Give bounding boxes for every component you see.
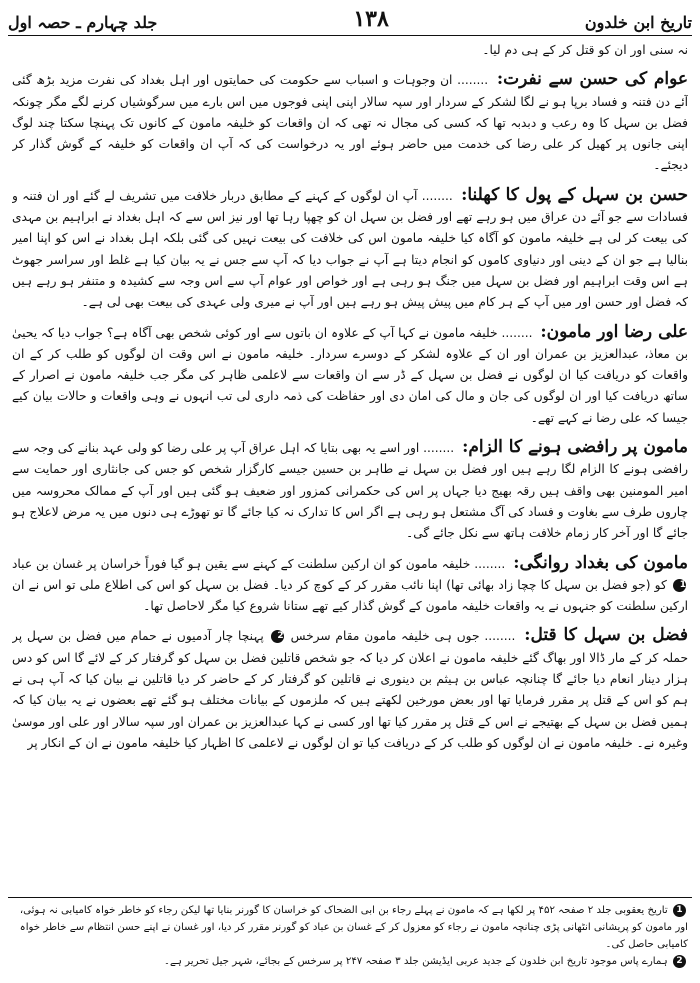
section-heading: مامون پر رافضی ہونے کا الزام:	[462, 437, 688, 458]
header-rule	[8, 35, 692, 36]
footnote-text: تاریخ یعقوبی جلد ۲ صفحہ ۴۵۲ پر لکھا ہے کہ مامون نے پہلے رجاء بن ابی الضحاک کو خراسان کا گورنر بنایا تھا لیکن رجاء کو خاطر خواہ کامیابی نہ ہوئی، اور مامون کو پریشانی انٹھانی پڑی چنانچہ مامون نے رجاء کو معزول کر کے غسان بن عباد کو گورنر مقرر کر دیا، اور غسان نے اپنے حسن انتظام سے خاطر خواہ کامیابی حاصل کی۔	[19, 905, 688, 950]
page-number: ۱۳۸	[353, 6, 389, 32]
section-heading: حسن بن سہل کے پول کا کھلنا:	[461, 184, 688, 205]
section-heading: عوام کی حسن سے نفرت:	[496, 69, 688, 90]
section-text: ........ خلیفہ مامون کو ان ارکین سلطنت کے کہنے سے یقین ہو گیا فوراً خراسان پر غسان بن عباد	[12, 556, 506, 571]
footnote-number: 2	[673, 955, 686, 968]
volume-label: جلد چہارم ـ حصہ اول	[8, 13, 158, 32]
footnote-rule	[8, 897, 692, 898]
section-rafidi-accusation	[12, 437, 688, 544]
section-text: ........ جوں ہی خلیفہ مامون مقام سرخس	[290, 629, 516, 644]
footnote-2	[12, 953, 688, 970]
section-public-hatred	[12, 69, 688, 176]
section-departure-baghdad	[12, 553, 688, 618]
footnote-marker[interactable]: 2	[271, 630, 284, 643]
footnote-number: 1	[673, 904, 686, 917]
footnote-marker[interactable]: 1	[673, 579, 686, 592]
section-fazl-murder	[12, 625, 688, 754]
opening-line: نہ سنی اور ان کو قتل کر کے ہی دم لیا۔	[482, 43, 688, 57]
footnote-text: ہمارے پاس موجود تاریخ ابن خلدون کے جدید عربی ایڈیشن جلد ۳ صفحہ ۲۴۷ پر سرخس کے بجائے، شہر جیل تحریر ہے۔	[164, 956, 668, 967]
running-header	[8, 6, 692, 32]
section-ali-raza-mamun	[12, 322, 688, 429]
section-text: ........ آپ ان لوگوں کے کہنے کے مطابق دربار خلافت میں تشریف لے گئے اور ان فتنہ و فسادات سے جو آئے دن عراق میں ہو رہے تھے اور فضل بن سہل ان کو چھپا رہا تھا اور نیز اس سے کہ اہل بغداد نے ابراہیم بن مہدی کی بیعت کر لی ہے خلیفہ مامون کو آگاہ کیا خلیفہ مامون اس کی خلافت کی بیعت نہیں کی گئی بلکہ اہل بغداد نے اس کو اپنا امیر بنالیا ہے جو ان کے دینی اور دنیاوی کاموں کو انجام دیتا ہے آپ نے جواب دیا کہ آپ سے جس نے یہ بیان کیا ہے غلط اور سراسر جھوٹ ہے اس وقت ابراہیم اور فضل بن سہل میں جنگ ہو رہی ہے اور خواص اور عوام آپ سے اس وجہ سے کشیدہ و متنفر ہو رہے ہیں کہ فضل اور حسن اور میں آپ کے ہر کام میں پیش پیش ہو رہے ہیں اور آپ نے میری ولی عہدی کی بیعت بھی لی ہے۔	[12, 188, 688, 310]
section-heading: فضل بن سہل کا قتل:	[524, 625, 688, 646]
section-text: ........ ان وجوہات و اسباب سے حکومت کی حمایتوں اور اہل بغداد کی نفرت مزید بڑھ گئی آئے دن فتنہ و فساد برپا ہو نے لگا لشکر کے سردار اور سپہ سالار اپنی اپنی فوجوں میں اس بارے میں سرگوشیاں کرنے لگے مگر چونکہ فضل بن سہل کا وہ رعب و دبدبہ تھا کہ کسی کی مجال نہ تھی کہ ان واقعات کو خلیفہ مامون کے کانوں تک پہنچا سکتا چند لوگ اپنی جانوں پر کھیل کر علی رضا کی خدمت میں حاضر ہوئے اور یہ درخواست کی کہ آپ ان واقعات کو خلیفہ کے گوش گذار کر دیجئے۔	[12, 73, 688, 173]
section-text: ........ اور اسے یہ بھی بتایا کہ اہل عراق آپ پر علی رضا کو ولی عہد بنانے کی وجہ سے رافضی ہونے کا الزام لگا رہے ہیں اور فضل بن سہل نے طاہر بن حسین جیسے کارگزار شخص کو جس کی جانثاری اور حمایت سے امیر المومنین بھی واقف ہیں رقہ بھیج دیا جہاں پر اس کی حکمرانی کمزور اور ضعیف ہو گئی ہیں اور آپ کے ممالک محروسہ میں چاروں طرف سے بغاوت و فساد کی آگ مشتعل ہو رہی ہے اگر اس کا تدارک نہ کیا جائے گا تو تھوڑے ہی دنوں میں یہ مرض لاعلاج ہو جائے گا اور آخر کار زمام خلافت ہاتھ سے نکل جائے گی۔	[12, 441, 688, 541]
section-exposure	[12, 185, 688, 314]
section-text: ........ خلیفہ مامون نے کہا آپ کے علاوہ ان باتوں سے اور کوئی شخص بھی آگاہ ہے؟ جواب دیا کہ یحییٰ بن معاذ، عبدالعزیز بن عمران اور ان کے علاوہ لشکر کے دوسرے سردار۔ خلیفہ مامون نے اس وقت ان لوگوں کو طلب کر کے ان واقعات کو دریافت کیا ان لوگوں نے فضل بن سہل کے ڈر سے ان واقعات سے لاعلمی ظاہر کی مگر جب خلیفہ مامون نے اصرار کے ساتھ دریافت کیا اور ان لوگوں کی جان و مال کی امان دی اور حفاظت کی ذمہ داری لی تب انہوں نے وہی واقعات و حالات بیان کیے جیسا کہ علی رضا نے کہے تھے۔	[12, 325, 688, 425]
book-title: تاریخ ابن خلدون	[584, 13, 692, 32]
main-text	[12, 40, 688, 892]
section-text: پہنچا چار آدمیوں نے حمام میں فضل بن سہل پر حملہ کر کے مار ڈالا اور بھاگ گئے خلیفہ مامون نے اعلان کر دیا کہ جو شخص قاتلین فضل بن سہل کو گرفتار کر کے لائے گا اس کو دس ہزار دینار انعام دیا جائے گا چنانچہ عباس بن ہیثم بن دینوری نے قاتلین کو گرفتار کر کے حاضر کر دیا قاتلین نے بیان کیا کہ آپ ہی نے ہم کو اس کے قتل پر مقرر فرمایا تھا اور بعض مورخین لکھتے ہیں کہ ملزموں کے بیانات مختلف ہو گئے تھے بعضوں نے یہ بیان کیا کہ ہمیں فضل بن سہل کے بھتیجے نے اس کے قتل پر مقرر کیا تھا اور کسی نے کہا عبدالعزیز بن عمران اور سپہ سالار اور علی اور موسیٰ وغیرہ نے۔ خلیفہ مامون نے ان لوگوں کو طلب کر کے دریافت کیا تو ان لوگوں نے لاعلمی کا اظہار کیا خلیفہ مامون نے ان کے انکار پر	[12, 629, 688, 750]
footnotes	[12, 902, 688, 980]
section-heading: مامون کی بغداد روانگی:	[513, 552, 688, 573]
footnote-1	[12, 902, 688, 953]
section-text: کو (جو فضل بن سہل کا چچا زاد بھائی تھا) اپنا نائب مقرر کر کے کوچ کر دیا۔ فضل بن سہل کو اس کی اطلاع ملی تو اس نے ان ارکین سلطنت کو جنہوں نے یہ واقعات خلیفہ مامون کے گوش گذار کیے تھے ستانا شروع کیا مگر لاحاصل تھا۔	[12, 577, 688, 614]
section-heading: علی رضا اور مامون:	[540, 321, 688, 342]
